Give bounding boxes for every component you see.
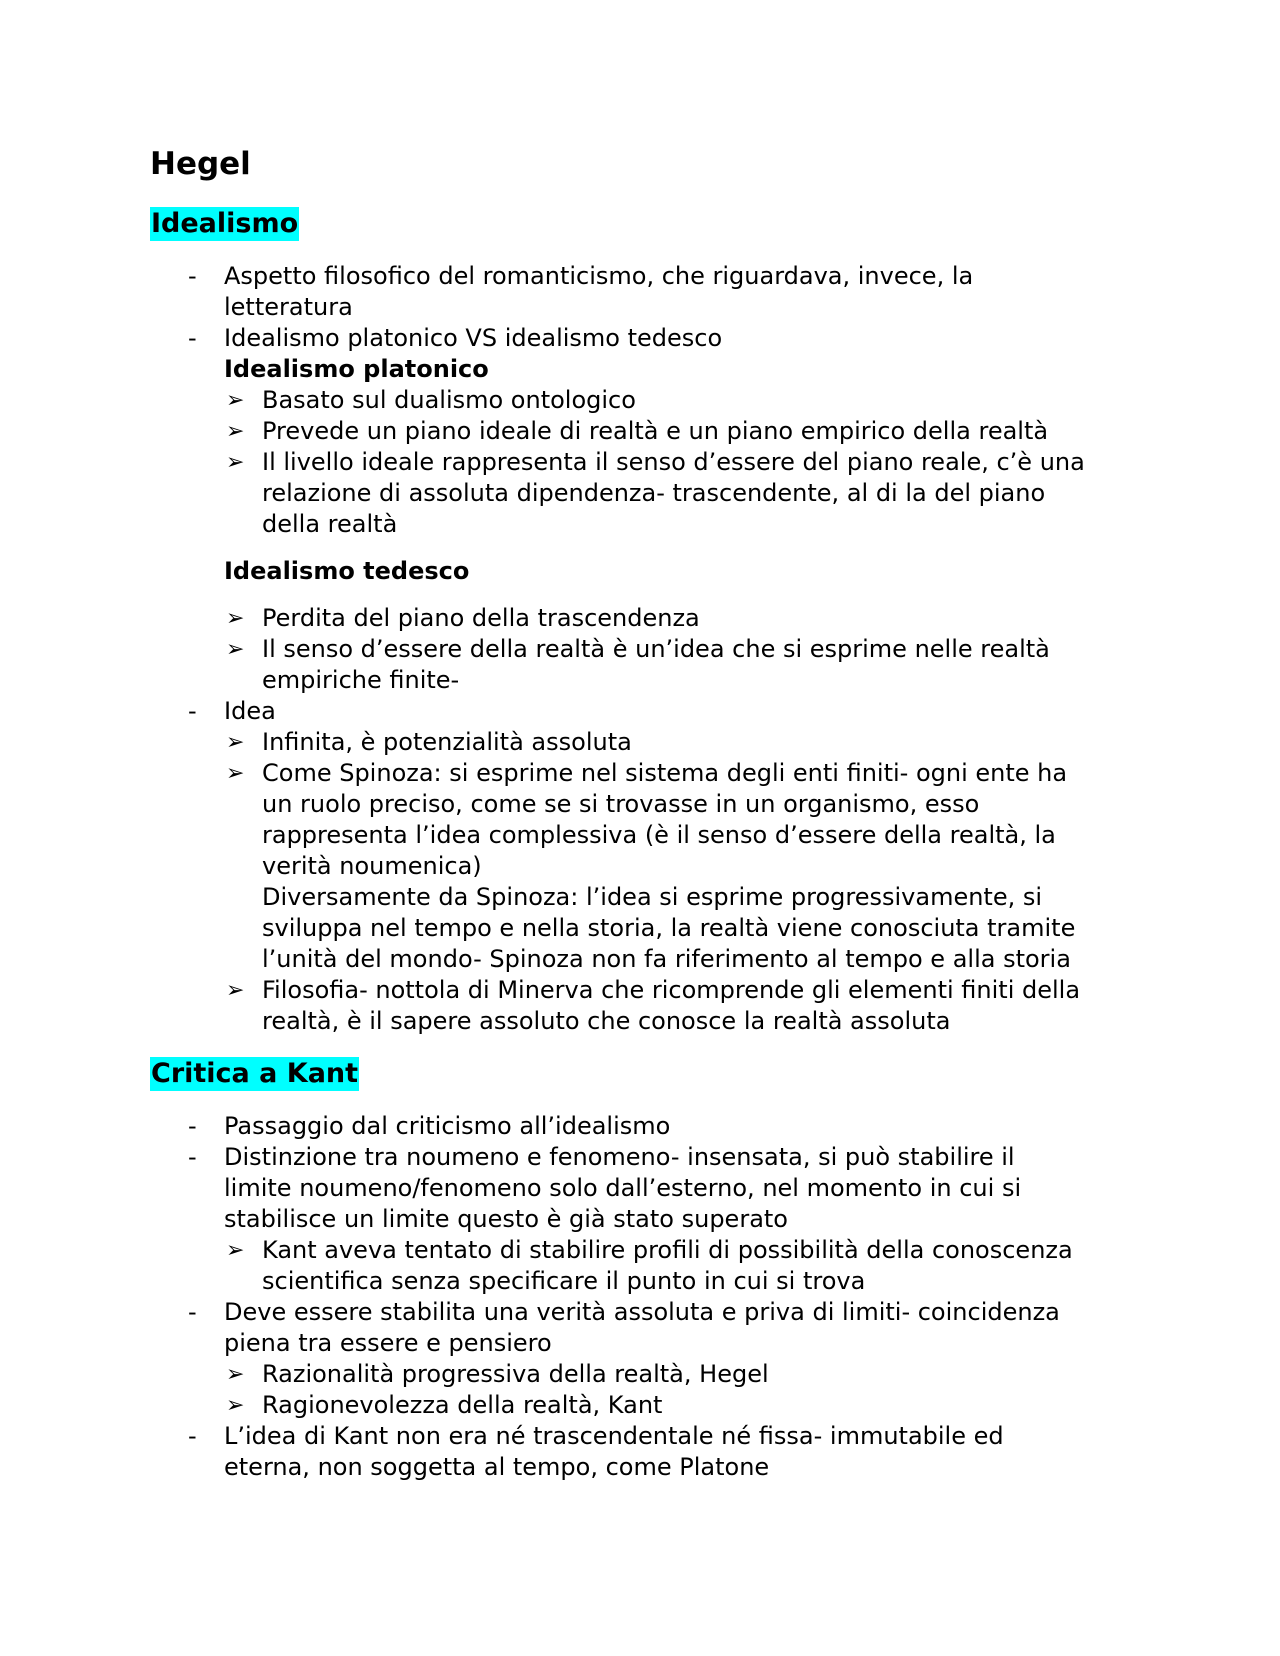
text-line: eterna, non soggetta al tempo, come Platone xyxy=(224,1453,770,1481)
text-line: scientifica senza specificare il punto in cui si trova xyxy=(262,1267,866,1295)
text-line: relazione di assoluta dipendenza- trascendente, al di la del piano xyxy=(262,479,1046,507)
arrow-bullet-icon: ➢ xyxy=(226,978,245,1003)
text-line: rappresenta l’idea complessiva (è il senso d’essere della realtà, la xyxy=(262,821,1056,849)
text-line: Prevede un piano ideale di realtà e un piano empirico della realtà xyxy=(262,417,1049,445)
arrow-bullet-icon: ➢ xyxy=(226,419,245,444)
text-line: Idealismo platonico VS idealismo tedesco xyxy=(224,324,723,352)
text-line: Passaggio dal criticismo all’idealismo xyxy=(224,1112,671,1140)
text-line: Distinzione tra noumeno e fenomeno- insensata, si può stabilire il xyxy=(224,1143,1015,1171)
text-line: Filosofia- nottola di Minerva che ricomprende gli elementi finiti della xyxy=(262,976,1081,1004)
text-line: Perdita del piano della trascendenza xyxy=(262,604,700,632)
text-line: letteratura xyxy=(224,293,353,321)
arrow-bullet-icon: ➢ xyxy=(226,1362,245,1387)
dash-bullet: - xyxy=(188,324,197,352)
text-line: Deve essere stabilita una verità assoluta e priva di limiti- coincidenza xyxy=(224,1298,1060,1326)
dash-bullet: - xyxy=(188,1422,197,1450)
section-heading-critica-a-kant: Critica a Kant xyxy=(151,1058,359,1089)
text-line: Kant aveva tentato di stabilire profili di possibilità della conoscenza xyxy=(262,1236,1073,1264)
text-line: Il senso d’essere della realtà è un’idea che si esprime nelle realtà xyxy=(262,635,1050,663)
text-line: Basato sul dualismo ontologico xyxy=(262,386,636,414)
dash-bullet: - xyxy=(188,1112,197,1140)
arrow-bullet-icon: ➢ xyxy=(226,730,245,755)
arrow-bullet-icon: ➢ xyxy=(226,637,245,662)
text-line: Come Spinoza: si esprime nel sistema degli enti finiti- ogni ente ha xyxy=(262,759,1068,787)
arrow-bullet-icon: ➢ xyxy=(226,606,245,631)
text-line: un ruolo preciso, come se si trovasse in un organismo, esso xyxy=(262,790,980,818)
text-line: verità noumenica) xyxy=(262,852,482,880)
dash-bullet: - xyxy=(188,1143,197,1171)
arrow-bullet-icon: ➢ xyxy=(226,388,245,413)
arrow-bullet-icon: ➢ xyxy=(226,761,245,786)
document-title: Hegel xyxy=(150,146,251,182)
dash-bullet: - xyxy=(188,697,197,725)
text-line: stabilisce un limite questo è già stato superato xyxy=(224,1205,788,1233)
text-line: sviluppa nel tempo e nella storia, la realtà viene conosciuta tramite xyxy=(262,914,1076,942)
subheading-idealismo-tedesco: Idealismo tedesco xyxy=(224,557,470,585)
text-line: L’idea di Kant non era né trascendentale né fissa- immutabile ed xyxy=(224,1422,1004,1450)
subheading-idealismo-platonico: Idealismo platonico xyxy=(224,355,489,383)
text-line: Infinita, è potenzialità assoluta xyxy=(262,728,632,756)
arrow-bullet-icon: ➢ xyxy=(226,1393,245,1418)
text-line: Razionalità progressiva della realtà, Hegel xyxy=(262,1360,769,1388)
text-line: Il livello ideale rappresenta il senso d’essere del piano reale, c’è una xyxy=(262,448,1085,476)
text-line: Diversamente da Spinoza: l’idea si esprime progressivamente, si xyxy=(262,883,1043,911)
text-line: Ragionevolezza della realtà, Kant xyxy=(262,1391,663,1419)
text-line: realtà, è il sapere assoluto che conosce la realtà assoluta xyxy=(262,1007,951,1035)
dash-bullet: - xyxy=(188,1298,197,1326)
section-heading-idealismo: Idealismo xyxy=(151,208,299,239)
text-line: limite noumeno/fenomeno solo dall’esterno, nel momento in cui si xyxy=(224,1174,1022,1202)
arrow-bullet-icon: ➢ xyxy=(226,1238,245,1263)
text-line: Idea xyxy=(224,697,276,725)
text-line: empiriche finite- xyxy=(262,666,460,694)
text-line: della realtà xyxy=(262,510,398,538)
text-line: l’unità del mondo- Spinoza non fa riferimento al tempo e alla storia xyxy=(262,945,1071,973)
text-line: Aspetto filosofico del romanticismo, che riguardava, invece, la xyxy=(224,262,974,290)
arrow-bullet-icon: ➢ xyxy=(226,450,245,475)
dash-bullet: - xyxy=(188,262,197,290)
text-line: piena tra essere e pensiero xyxy=(224,1329,552,1357)
